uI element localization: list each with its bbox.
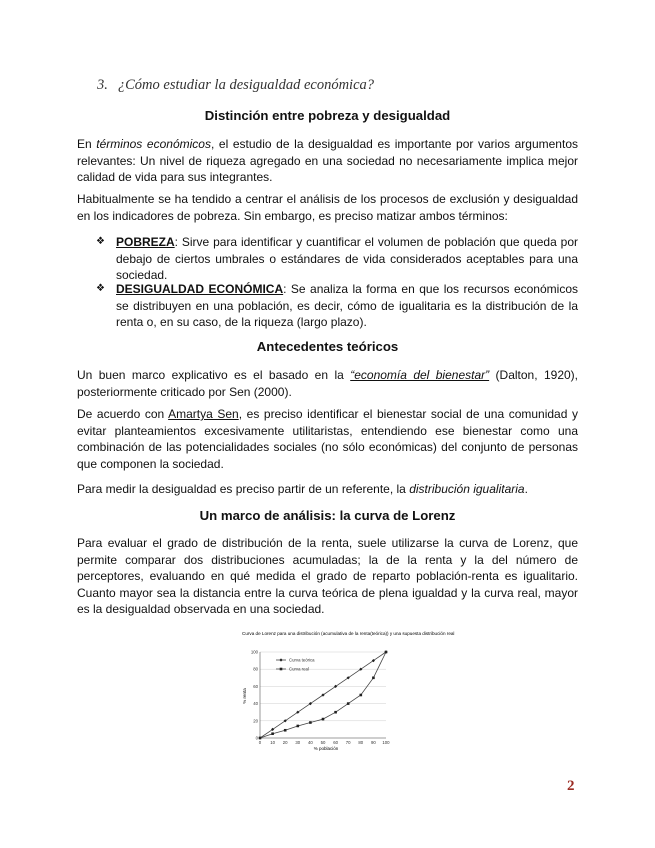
chart-xtick-label: 70	[345, 740, 351, 745]
chart-plot-area	[251, 650, 390, 746]
chart-ytick-label: 20	[253, 718, 258, 724]
link-economia-bienestar[interactable]: “economía del bienestar”	[350, 368, 490, 382]
section-number: 3.	[97, 77, 108, 93]
emphasis-terminos: términos económicos	[96, 137, 211, 151]
chart-ytick-label: 80	[253, 666, 258, 672]
chart-ytick-label: 100	[250, 649, 258, 655]
chart-xtick-label: 80	[358, 740, 364, 745]
chart-point	[372, 677, 375, 680]
chart-point	[284, 729, 287, 732]
chart-xtick-label: 30	[295, 740, 301, 745]
heading-curva-lorenz: Un marco de análisis: la curva de Lorenz	[199, 508, 456, 523]
chart-point	[259, 737, 262, 740]
chart-point	[347, 702, 350, 705]
chart-legend-marker	[279, 658, 282, 661]
chart-xtick-label: 20	[282, 740, 288, 745]
paragraph-distribucion-igualitaria: Para medir la desigualdad es preciso partir de un referente, la distribución igualitaria.	[77, 482, 528, 496]
paragraph-intro: En términos económicos, el estudio de la desigualdad es importante por varios argumentos relevantes: Un nivel de riqueza agregado en una sociedad no necesariamente implica mejor calidad de vida para sus integrantes.	[77, 137, 578, 184]
bullet-desigualdad: ❖ DESIGUALDAD ECONÓMICA: Se analiza la forma en que los recursos económicos se distribuyen en una población, es decir, cómo de igualitaria es la distribución de la renta o, en su caso, de la riqueza (largo plazo).	[96, 282, 578, 329]
section-title	[97, 77, 374, 94]
chart-xtick-label: 40	[308, 740, 313, 745]
chart-point	[322, 718, 325, 721]
term-desigualdad: DESIGUALDAD ECONÓMICA	[116, 282, 284, 296]
chart-point	[360, 694, 363, 697]
paragraph-habitualmente: Habitualmente se ha tendido a centrar el análisis de los procesos de exclusión y desigualdad en los indicadores de pobreza. Sin embargo, es preciso matizar ambos términos:	[77, 192, 578, 223]
page-number: 2	[567, 778, 575, 794]
emphasis-distribucion: distribución igualitaria	[409, 482, 525, 496]
chart-xlabel: % población	[313, 746, 339, 751]
link-amartya-sen[interactable]: Amartya Sen	[168, 407, 239, 421]
chart-legend-label: Curva teórica	[289, 657, 315, 663]
chart-ytick-label: 0	[255, 735, 258, 741]
chart-point	[297, 725, 300, 728]
chart-ylabel: % renta	[242, 688, 247, 704]
chart-xtick-label: 60	[333, 740, 338, 745]
chart-xtick-label: 90	[371, 740, 376, 745]
heading-antecedentes: Antecedentes teóricos	[256, 339, 399, 354]
chart-legend-label: Curva real	[289, 666, 309, 672]
bullet-pobreza: ❖ POBREZA: Sirve para identificar y cuantificar el volumen de población que queda por debajo de ciertos umbrales o estándares de vida considerados aceptables para una sociedad.	[96, 235, 578, 282]
chart-xtick-label: 10	[270, 740, 275, 745]
term-pobreza: POBREZA	[116, 235, 175, 249]
chart-ytick-label: 60	[253, 683, 258, 689]
chart-xtick-label: 100	[382, 740, 390, 745]
chart-point	[271, 732, 274, 735]
chart-point	[385, 651, 388, 654]
chart-xtick-label: 50	[320, 740, 326, 745]
section-title-text: ¿Cómo estudiar la desigualdad económica?	[117, 77, 375, 93]
chart-point	[334, 711, 337, 714]
paragraph-curva-lorenz: Para evaluar el grado de distribución de la renta, suele utilizarse la curva de Lorenz, que permite comparar dos distribuciones acumuladas; la de la renta y la del número de perceptores, evaluando en qué medida el grado de reparto población-renta es igualitario. Cuanto mayor sea la distancia entre la curva teórica de plena igualdad y la curva real, mayor es la desigualdad observada en una sociedad.	[77, 536, 578, 616]
chart-legend-marker	[280, 668, 283, 671]
chart-ytick-label: 40	[253, 701, 258, 707]
chart-point	[309, 721, 312, 724]
paragraph-amartya-sen: De acuerdo con Amartya Sen, es preciso identificar el bienestar social de una comunidad y evitar planteamientos excesivamente utilitaristas, entendiendo ese bienestar como una combinación de las potencialidades sociales (no sólo económicas) del conjunto de personas que componen la sociedad.	[77, 407, 578, 471]
chart-title: Curva de Lorenz para una distribución (acumulativa de la renta(teórica)) y una supuesta distribución real	[242, 631, 455, 636]
paragraph-marco-explicativo: Un buen marco explicativo es el basado en la “economía del bienestar” (Dalton, 1920), posteriormente criticado por Sen (2000).	[77, 368, 578, 399]
heading-pobreza-desigualdad: Distinción entre pobreza y desigualdad	[204, 108, 451, 123]
lorenz-chart	[240, 628, 455, 754]
diamond-bullet-icon: ❖	[96, 283, 105, 294]
chart-xtick-label: 0	[258, 740, 262, 745]
diamond-bullet-icon: ❖	[96, 236, 105, 247]
